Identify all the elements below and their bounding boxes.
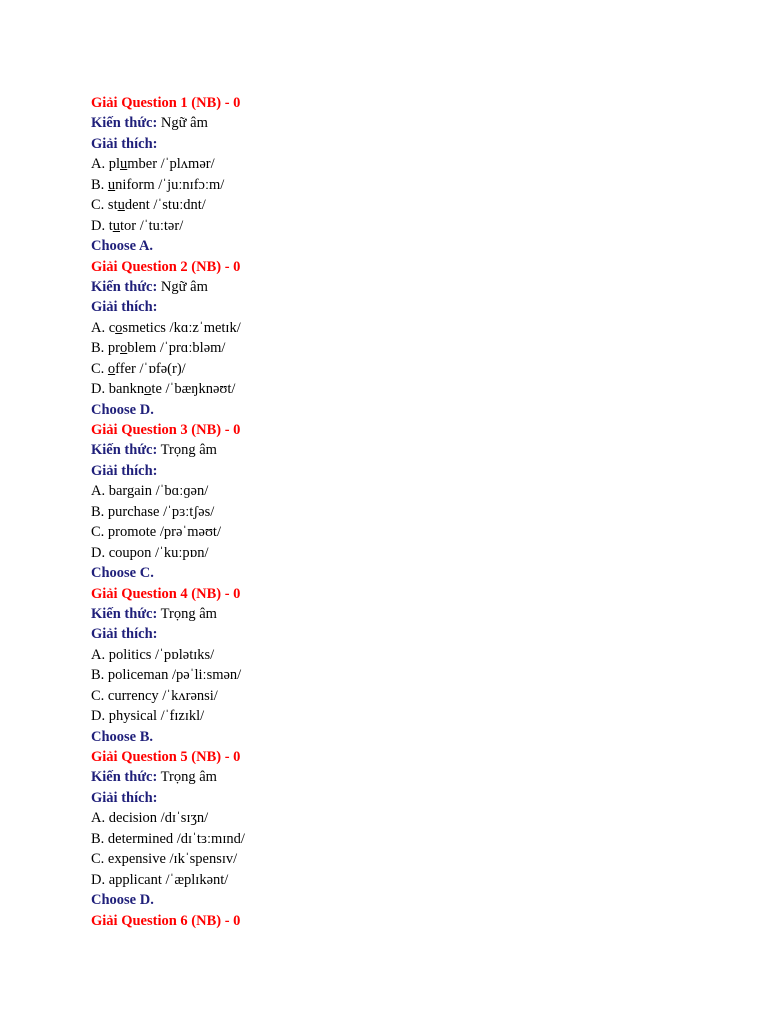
choose-answer: Choose C. <box>91 565 154 582</box>
option-line: C. student /ˈstuːdnt/ <box>91 197 206 214</box>
giai-thich-label: Giải thích: <box>91 626 158 643</box>
option-line: A. cosmetics /kɑːzˈmetɪk/ <box>91 319 241 336</box>
choose-answer: Choose D. <box>91 401 154 418</box>
answer-key-document <box>91 93 731 931</box>
option-line: C. currency /ˈkʌrənsi/ <box>91 687 218 704</box>
kien-thuc-line <box>91 113 731 133</box>
option-line: D. coupon /ˈkuːpɒn/ <box>91 544 209 561</box>
choose-answer: Choose D. <box>91 892 154 909</box>
giai-thich-label: Giải thích: <box>91 299 158 316</box>
kien-thuc-value: Trọng âm <box>160 442 217 459</box>
question-title: Giải Question 3 (NB) - 0 <box>91 422 241 438</box>
kien-thuc-label: Kiến thức: <box>91 605 158 622</box>
question-title: Giải Question 5 (NB) - 0 <box>91 749 241 765</box>
option-line: C. promote /prəˈməʊt/ <box>91 524 221 541</box>
choose-answer: Choose B. <box>91 728 154 745</box>
choose-answer: Choose A. <box>91 238 154 255</box>
kien-thuc-line <box>91 440 731 460</box>
underlined-letter: o <box>115 319 123 336</box>
option-line: D. tutor /ˈtuːtər/ <box>91 217 184 234</box>
option-line: D. applicant /ˈæplɪkənt/ <box>91 871 229 888</box>
kien-thuc-label: Kiến thức: <box>91 115 158 132</box>
option-line: A. bargain /ˈbɑːɡən/ <box>91 483 209 500</box>
option-line: A. plumber /ˈplʌmər/ <box>91 156 215 173</box>
kien-thuc-value: Trọng âm <box>160 769 217 786</box>
question-title: Giải Question 2 (NB) - 0 <box>91 258 241 275</box>
option-line: B. determined /dɪˈtɜːmɪnd/ <box>91 830 245 847</box>
underlined-letter: u <box>117 197 125 214</box>
option-line: A. politics /ˈpɒlətɪks/ <box>91 646 215 663</box>
kien-thuc-line <box>91 767 731 787</box>
underlined-letter: u <box>120 156 128 173</box>
underlined-letter: o <box>107 360 116 377</box>
option-line: D. banknote /ˈbæŋknəʊt/ <box>91 381 236 398</box>
option-line: C. offer /ˈɒfə(r)/ <box>91 360 186 377</box>
kien-thuc-value: Ngữ âm <box>160 278 208 295</box>
giai-thich-label: Giải thích: <box>91 462 158 479</box>
option-line: B. uniform /ˈjuːnɪfɔːm/ <box>91 176 225 193</box>
kien-thuc-value: Trọng âm <box>160 605 217 622</box>
option-line: B. purchase /ˈpɜːtʃəs/ <box>91 503 215 520</box>
underlined-letter: u <box>112 217 120 234</box>
kien-thuc-line <box>91 277 731 297</box>
underlined-letter: o <box>120 340 128 357</box>
kien-thuc-line <box>91 604 731 624</box>
kien-thuc-value: Ngữ âm <box>160 115 208 132</box>
giai-thich-label: Giải thích: <box>91 135 158 152</box>
kien-thuc-label: Kiến thức: <box>91 442 158 459</box>
question-title: Giải Question 1 (NB) - 0 <box>91 95 241 111</box>
question-title: Giải Question 4 (NB) - 0 <box>91 585 241 602</box>
underlined-letter: o <box>144 381 152 398</box>
question-title: Giải Question 6 (NB) - 0 <box>91 912 241 929</box>
kien-thuc-label: Kiến thức: <box>91 278 158 295</box>
giai-thich-label: Giải thích: <box>91 789 158 806</box>
underlined-letter: u <box>107 176 116 193</box>
kien-thuc-label: Kiến thức: <box>91 769 158 786</box>
option-line: D. physical /ˈfɪzɪkl/ <box>91 708 205 725</box>
option-line: B. problem /ˈprɑːbləm/ <box>91 340 226 357</box>
option-line: C. expensive /ɪkˈspensɪv/ <box>91 851 238 868</box>
option-line: B. policeman /pəˈliːsmən/ <box>91 667 242 684</box>
option-line: A. decision /dɪˈsɪʒn/ <box>91 810 209 827</box>
